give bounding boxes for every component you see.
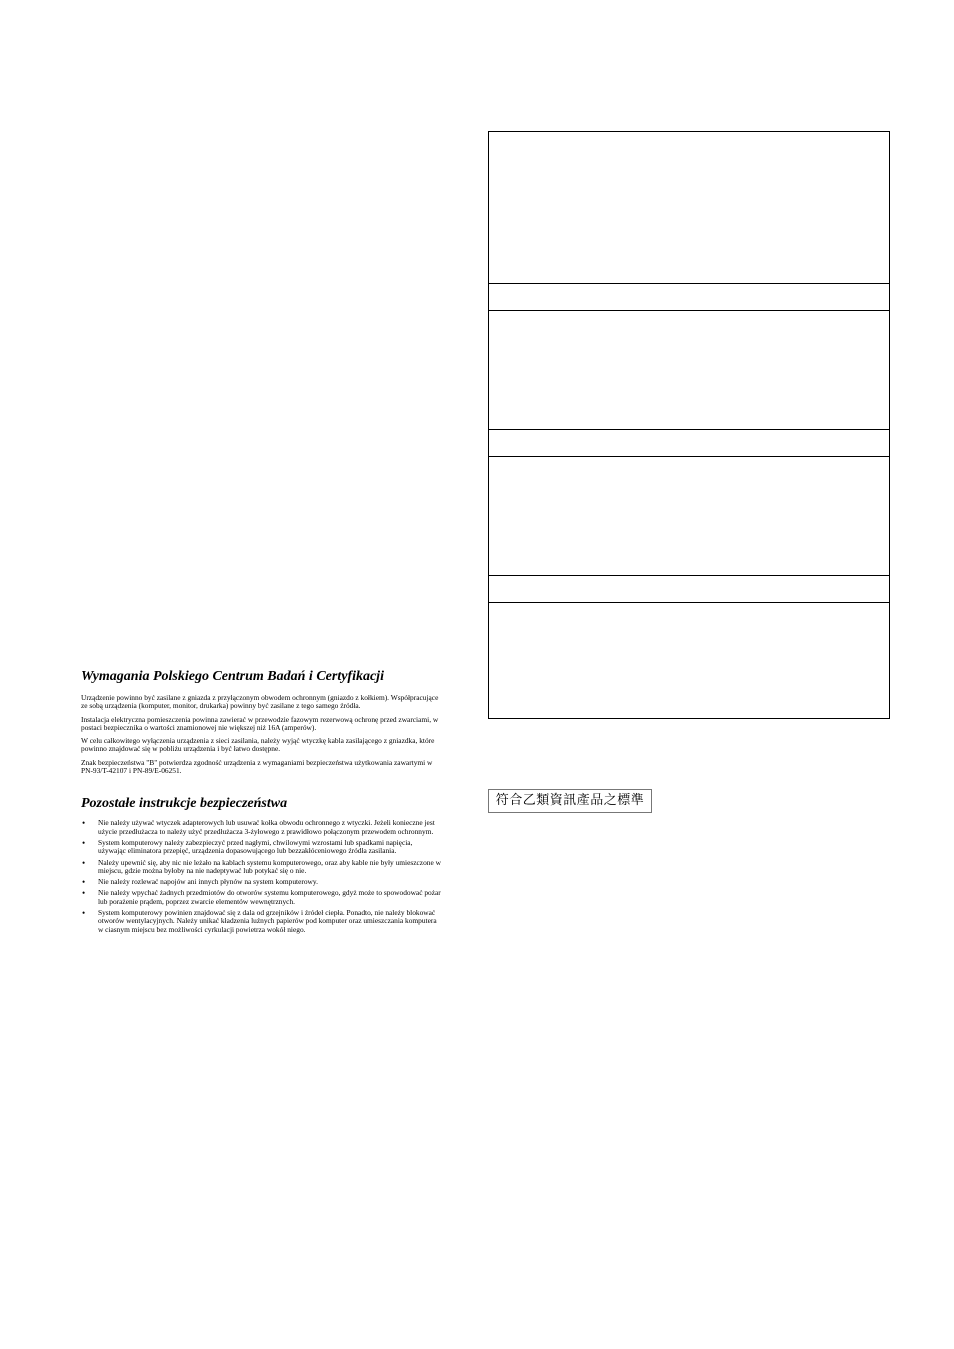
paragraph-1: Urządzenie powinno być zasilane z gniazda z przyłączonym obwodem ochronnym (gniazdo z kołkiem). Współpracujące ze sobą urządzenia (komputer, monitor, drukarka) powinny być zasilane z tego samego źródła. [81, 693, 439, 711]
list-item [81, 839, 441, 856]
polish-safety-section [81, 668, 441, 937]
list-item [81, 859, 441, 876]
bullet-icon: • [82, 857, 86, 868]
list-item-text: Nie należy używać wtyczek adapterowych lub usuwać kołka obwodu ochronnego z wtyczki. Jeżeli konieczne jest użycie przedłużacza to należy użyć przedłużacza 3-żyłowego z prawidłowo połączonym przewodem ochronnym. [98, 818, 435, 836]
list-item-text: Nie należy wpychać żadnych przedmiotów do otworów systemu komputerowego, gdyż może to spowodować pożar lub porażenie prądem, poprzez zwarcie elementów wewnętrznych. [98, 888, 441, 906]
list-item [81, 889, 441, 906]
list-item-text: Nie należy rozlewać napojów ani innych płynów na system komputerowy. [98, 877, 318, 887]
list-item [81, 819, 441, 836]
class-b-compliance-label: 符合乙類資訊產品之標準 [488, 789, 652, 813]
bullet-icon: • [82, 877, 86, 888]
empty-bordered-table [488, 131, 890, 719]
bullet-icon: • [82, 837, 86, 848]
list-item [81, 878, 441, 886]
paragraph-2: Instalacja elektryczna pomieszczenia powinna zawierać w przewodzie fazowym rezerwową ochronę przed zwarciami, w postaci bezpiecznika o wartości znamionowej nie większej niż 16A (amperów). [81, 714, 439, 732]
heading-pcbc-requirements: Wymagania Polskiego Centrum Badań i Certyfikacji [81, 669, 384, 684]
table-row [489, 429, 889, 456]
table-row [489, 575, 889, 602]
table-row [489, 456, 889, 575]
list-item [81, 909, 441, 934]
bullet-icon: • [82, 818, 86, 829]
paragraph-3: W celu całkowitego wyłączenia urządzenia z sieci zasilania, należy wyjąć wtyczkę kabla zasilającego z gniazdka, które powinno znajdować się w pobliżu urządzenia i być łatwo dostępne. [81, 736, 435, 754]
bullet-icon: • [82, 888, 86, 899]
list-item-text: System komputerowy powinien znajdować się z dala od grzejników i źródeł ciepła. Ponadto, nie należy blokować otworów wentylacyjnych. Należy unikać kładzenia luźnych papierów pod komputer oraz umieszczania komputera w ciasnym miejscu bez możliwości cyrkulacji powietrza wokół niego. [98, 908, 437, 934]
bullet-icon: • [82, 908, 86, 919]
safety-bullet-list [81, 819, 441, 934]
paragraph-4: Znak bezpieczeństwa "B" potwierdza zgodność urządzenia z wymaganiami bezpieczeństwa użytkowania zawartymi w PN-93/T-42107 i PN-89/E-06251. [81, 757, 433, 776]
table-row [489, 602, 889, 717]
heading-other-safety-instructions: Pozostałe instrukcje bezpieczeństwa [81, 796, 288, 812]
list-item-text: System komputerowy należy zabezpieczyć przed nagłymi, chwilowymi wzrostami lub spadkami napięcia, używając eliminatora przepięć, urządzenia dopasowującego lub bezzakłóceniowego źródła zasilania. [98, 837, 413, 856]
list-item-text: Należy upewnić się, aby nic nie leżało na kablach systemu komputerowego, oraz aby kable nie były umieszczone w miejscu, gdzie można byłoby na nie nadeptywać lub potykać się o nie. [98, 857, 441, 875]
table-row [489, 283, 889, 310]
table-row [489, 310, 889, 429]
table-row [489, 132, 889, 283]
